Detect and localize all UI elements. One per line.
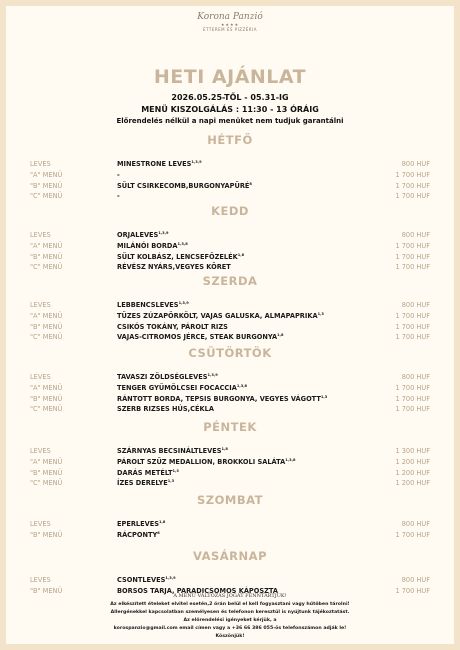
dish-name — [117, 300, 189, 310]
allergen-codes: 1,8 — [158, 520, 166, 524]
dish-text: SZERB RIZSES HÚS,CÉKLA — [117, 405, 214, 414]
dish-text: VAJAS-CITROMOS JÉRCE, STEAK BURGONYA — [117, 333, 278, 342]
logo-subtitle: ÉTTEREM ÉS PIZZÉRIA — [202, 27, 258, 32]
dish-text: SÜLT CSIRKECOMB,BURGONYAPÜRÉ — [117, 181, 250, 190]
menu-sheet — [6, 6, 454, 644]
price: 800 HUF — [401, 373, 430, 381]
dish-name — [117, 181, 252, 191]
price: 1 700 HUF — [395, 170, 430, 179]
dish-text: RÁCPONTY — [117, 530, 158, 539]
dish-name — [117, 311, 324, 321]
menu-row — [30, 478, 430, 488]
dish-text: SZÁRNYAS BECSINÁLTLEVES — [117, 447, 222, 455]
dish-text: RÁNTOTT BORDA, TEPSIS BURGONYA, VEGYES VÁGOTT — [117, 394, 321, 403]
price: 1 200 HUF — [395, 457, 430, 466]
page-title: HETI AJÁNLAT — [153, 66, 307, 88]
menu-label: "B" MENÜ — [30, 322, 63, 331]
dish-name — [117, 468, 179, 478]
dish-text: RÉVÉSZ NYÁRS,VEGYES KÖRET — [117, 263, 231, 272]
logo — [6, 12, 454, 32]
dish-text: MINESTRONE LEVES — [117, 160, 192, 168]
dish-text: ORJALEVES — [117, 231, 159, 239]
price: 1 200 HUF — [395, 479, 430, 488]
price: 800 HUF — [401, 231, 430, 239]
menu-row — [30, 170, 430, 180]
allergen-codes: 8 — [157, 530, 160, 535]
day-heading: PÉNTEK — [203, 420, 257, 434]
preorder-notice: Előrendelés nélkül a napi menüket nem tudjuk garantálni — [116, 117, 344, 125]
dish-text: TÜZES ZÚZAPÖRKÖLT, VAJAS GALUSKA, ALMAPAPRIKA — [117, 311, 318, 320]
dish-name — [117, 191, 120, 201]
day-heading: HÉTFŐ — [207, 133, 253, 147]
allergen-codes: 1,8 — [277, 333, 284, 338]
price: 1 700 HUF — [395, 333, 430, 342]
dish-text: MILÁNÓI BORDA — [117, 241, 178, 250]
allergen-codes: 1,3 — [167, 479, 175, 484]
menu-row — [30, 262, 430, 272]
price: 1 700 HUF — [395, 383, 430, 392]
menu-label: "B" MENÜ — [30, 394, 63, 403]
price: 1 700 HUF — [395, 252, 430, 261]
menu-row — [30, 457, 430, 467]
menu-label: "C" MENÜ — [30, 192, 63, 201]
price: 1 700 HUF — [395, 263, 430, 272]
price: 1 700 HUF — [395, 530, 430, 539]
day-heading: SZERDA — [202, 274, 258, 288]
menu-label: "C" MENÜ — [30, 405, 63, 414]
dish-text: - — [117, 192, 120, 201]
day-heading: CSÜTÖRTÖK — [188, 346, 272, 360]
price: 1 700 HUF — [395, 181, 430, 190]
price: 800 HUF — [401, 576, 430, 584]
allergen-codes: 1,8 — [221, 447, 228, 451]
allergen-codes: 1,3,8 — [285, 457, 296, 462]
menu-row — [30, 468, 430, 478]
dish-name — [117, 383, 247, 393]
price: 1 700 HUF — [395, 241, 430, 250]
date-range: 2026.05.25-TŐL - 05.31-IG — [171, 93, 289, 102]
menu-label: "A" MENÜ — [30, 457, 63, 466]
logo-stars: ★★★★ — [220, 22, 240, 27]
menu-row — [30, 383, 430, 393]
price: 1 700 HUF — [395, 586, 430, 595]
menu-label: LEVES — [30, 576, 51, 584]
allergen-codes: 1,3,8 — [236, 383, 248, 388]
menu-label: "B" MENÜ — [30, 252, 63, 261]
dish-name — [117, 404, 214, 414]
serving-hours: MENÜ KISZOLGÁLÁS : 11:30 - 13 ÓRÁIG — [141, 105, 319, 114]
dish-name — [117, 252, 244, 262]
menu-label: LEVES — [30, 520, 51, 528]
dish-text: BORSOS TARJA, PARADICSOMOS KÁPOSZTA — [117, 586, 278, 595]
price: 1 300 HUF — [395, 447, 430, 455]
menu-row — [30, 300, 430, 310]
dish-text: - — [117, 170, 120, 179]
menu-label: "A" MENÜ — [30, 311, 63, 320]
menu-label: LEVES — [30, 373, 51, 381]
dish-text: CSONTLEVES — [117, 576, 166, 584]
dish-name — [117, 372, 218, 382]
menu-row — [30, 446, 430, 456]
dish-name — [117, 530, 160, 540]
dish-name — [117, 446, 228, 456]
price: 1 700 HUF — [395, 394, 430, 403]
price: 1 200 HUF — [395, 468, 430, 477]
menu-row — [30, 181, 430, 191]
menu-row — [30, 404, 430, 414]
menu-change-notice: A MENÜ VÁLTOZÁS JOGÁT FENNTARTJUK! — [173, 593, 287, 599]
allergen-codes: 8 — [249, 181, 252, 186]
price: 1 700 HUF — [395, 311, 430, 320]
menu-label: "C" MENÜ — [30, 479, 63, 488]
dish-text: EPERLEVES — [117, 520, 159, 528]
dish-text: TENGER GYÜMÖLCSEI FOCACCIA — [117, 383, 237, 392]
menu-label: LEVES — [30, 447, 51, 455]
dish-text: DARÁS METÉLT — [117, 468, 173, 477]
menu-label: "A" MENÜ — [30, 241, 63, 250]
allergen-codes: 1,3 — [172, 468, 179, 473]
menu-label: LEVES — [30, 231, 51, 239]
dish-text: CSIKÓS TOKÁNY, PÁROLT RIZS — [117, 322, 228, 331]
menu-row — [30, 252, 430, 262]
dish-text: LEBBENCSLEVES — [117, 301, 179, 309]
menu-row — [30, 394, 430, 404]
dish-text: SÜLT KOLBÁSZ, LENCSEFŐZELÉK — [117, 252, 238, 261]
price: 1 700 HUF — [395, 405, 430, 414]
price: 800 HUF — [401, 301, 430, 309]
allergen-codes: 1,3 — [320, 394, 328, 399]
dish-name — [117, 230, 169, 240]
allergen-codes: 1,3,9 — [165, 576, 176, 580]
dish-name — [117, 322, 228, 332]
menu-row — [30, 519, 430, 529]
price: 1 700 HUF — [395, 322, 430, 331]
allergen-codes: 1,8 — [237, 252, 245, 257]
allergen-codes: 1,3,9 — [178, 301, 189, 305]
menu-row — [30, 230, 430, 240]
menu-label: "B" MENÜ — [30, 530, 63, 539]
menu-label: "A" MENÜ — [30, 383, 63, 392]
day-heading: SZOMBAT — [197, 493, 263, 507]
dish-name — [117, 332, 284, 342]
dish-name — [117, 478, 174, 488]
allergen-codes: 1,3,8 — [177, 241, 188, 246]
menu-row — [30, 530, 430, 540]
dish-text: TAVASZI ZÖLDSÉGLEVES — [117, 373, 208, 381]
menu-row — [30, 322, 430, 332]
dish-name — [117, 519, 165, 529]
footer-line: Allergénekkel kapcsolatban személyesen és telefonon keresztül is nyújtunk tájékoztatást. — [110, 610, 350, 615]
menu-label: LEVES — [30, 301, 51, 309]
footer-info — [6, 601, 454, 641]
day-heading: KEDD — [211, 204, 249, 218]
menu-row — [30, 241, 430, 251]
day-heading: VASÁRNAP — [192, 549, 267, 563]
dish-name — [117, 394, 327, 404]
menu-label: "B" MENÜ — [30, 181, 63, 190]
menu-row — [30, 372, 430, 382]
menu-row — [30, 191, 430, 201]
dish-name — [117, 457, 295, 467]
price: 800 HUF — [401, 520, 430, 528]
price: 1 700 HUF — [395, 192, 430, 201]
allergen-codes: 1,3 — [317, 311, 324, 316]
menu-label: "C" MENÜ — [30, 263, 63, 272]
logo-script: Korona Panzió — [197, 12, 263, 22]
dish-name — [117, 159, 202, 169]
dish-text: ÍZES DERELYE — [117, 479, 168, 488]
footer-line: Az elkészített ételeket elvitel esetén,2 órán belül el kell fogyasztani vagy hűtőben tárolni! — [110, 602, 350, 607]
dish-name — [117, 170, 120, 180]
allergen-codes: 1,3,9 — [207, 373, 218, 377]
dish-name — [117, 575, 176, 585]
menu-label: LEVES — [30, 160, 51, 168]
dish-name — [117, 262, 231, 272]
menu-label: "B" MENÜ — [30, 468, 63, 477]
menu-row — [30, 159, 430, 169]
footer-line: Köszönjük! — [215, 634, 245, 639]
menu-row — [30, 311, 430, 321]
allergen-codes: 1,3,9 — [158, 231, 169, 235]
footer-line: korospanzio@gmail.com email címen vagy a +36 66 386 055-ös telefonszámon adják le! — [113, 626, 347, 631]
dish-text: PÁROLT SZŰZ MEDALLION, BROKKOLI SALÁTA — [117, 457, 286, 466]
menu-row — [30, 332, 430, 342]
menu-row — [30, 575, 430, 585]
dish-name — [117, 241, 188, 251]
menu-label: "C" MENÜ — [30, 333, 63, 342]
footer-line: Az előrendelési igényeket kérjük, a — [183, 618, 277, 623]
menu-label: "B" MENÜ — [30, 586, 63, 595]
menu-label: "A" MENÜ — [30, 170, 63, 179]
allergen-codes: 1,3,9 — [191, 160, 202, 164]
price: 800 HUF — [401, 160, 430, 168]
